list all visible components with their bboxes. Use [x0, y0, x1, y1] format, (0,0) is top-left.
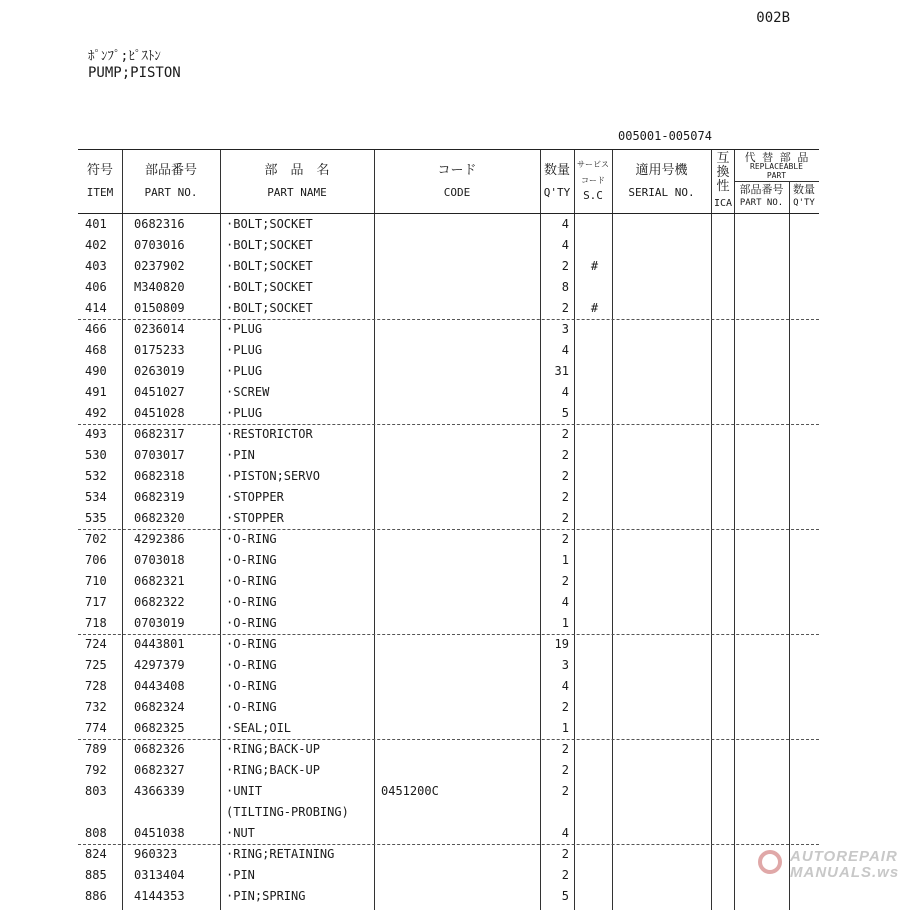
table-row — [78, 529, 819, 550]
item-number: 885 — [85, 868, 107, 882]
part-number: 0703016 — [134, 238, 185, 252]
header-name-en: PART NAME — [267, 186, 327, 199]
part-number: 0682326 — [134, 742, 185, 756]
item-number: 532 — [85, 469, 107, 483]
part-name: ·O-RING — [226, 574, 277, 588]
part-name: ·O-RING — [226, 532, 277, 546]
table-row — [78, 655, 819, 676]
table-row — [78, 718, 819, 739]
part-name: ·BOLT;SOCKET — [226, 301, 313, 315]
part-name: (TILTING-PROBING) — [226, 805, 349, 819]
part-number: M340820 — [134, 280, 185, 294]
item-number: 490 — [85, 364, 107, 378]
table-row — [78, 298, 819, 319]
table-row — [78, 445, 819, 466]
part-number: 0703019 — [134, 616, 185, 630]
service-code: # — [590, 259, 599, 273]
header-code-jp: コード — [437, 163, 477, 178]
part-number: 0703017 — [134, 448, 185, 462]
part-name: ·STOPPER — [226, 511, 284, 525]
table-row — [78, 319, 819, 340]
header-repl-part-en: PART NO. — [739, 198, 784, 208]
header-ica-jp: 互換性 — [716, 151, 730, 194]
quantity: 1 — [561, 553, 569, 567]
part-name: ·PISTON;SERVO — [226, 469, 320, 483]
part-number: 0682317 — [134, 427, 185, 441]
part-name: ·BOLT;SOCKET — [226, 280, 313, 294]
item-number: 789 — [85, 742, 107, 756]
item-number: 725 — [85, 658, 107, 672]
header-ica-en: ICA — [713, 198, 733, 209]
part-name: ·UNIT — [226, 784, 263, 798]
table-row — [78, 403, 819, 424]
quantity: 5 — [561, 406, 569, 420]
part-number: 0682318 — [134, 469, 185, 483]
table-row — [78, 361, 819, 382]
item-number: 493 — [85, 427, 107, 441]
part-number: 0451027 — [134, 385, 185, 399]
table-row — [78, 760, 819, 781]
item-number: 468 — [85, 343, 107, 357]
part-name: ·PLUG — [226, 406, 263, 420]
table-row — [78, 277, 819, 298]
quantity: 4 — [561, 217, 569, 231]
part-name: ·NUT — [226, 826, 255, 840]
serial-range: 005001-005074 — [618, 129, 712, 143]
item-number: 491 — [85, 385, 107, 399]
part-number: 0237902 — [134, 259, 185, 273]
table-row — [78, 802, 819, 823]
table-row — [78, 844, 819, 865]
quantity: 4 — [561, 385, 569, 399]
item-number: 406 — [85, 280, 107, 294]
part-number: 4292386 — [134, 532, 185, 546]
part-number: 0682327 — [134, 763, 185, 777]
part-name: ·PLUG — [226, 343, 263, 357]
quantity: 2 — [561, 784, 569, 798]
part-name: ·BOLT;SOCKET — [226, 238, 313, 252]
item-number: 732 — [85, 700, 107, 714]
table-row — [78, 781, 819, 802]
table-row — [78, 424, 819, 445]
part-number: 0451028 — [134, 406, 185, 420]
table-row — [78, 256, 819, 277]
quantity: 3 — [561, 322, 569, 336]
quantity: 2 — [561, 700, 569, 714]
part-name: ·BOLT;SOCKET — [226, 217, 313, 231]
item-number: 803 — [85, 784, 107, 798]
quantity: 2 — [561, 448, 569, 462]
part-number: 0236014 — [134, 322, 185, 336]
item-number: 535 — [85, 511, 107, 525]
part-name: ·RESTORICTOR — [226, 427, 313, 441]
part-number: 0313404 — [134, 868, 185, 882]
quantity: 2 — [561, 763, 569, 777]
watermark-line2: MANUALS.ws — [790, 864, 900, 881]
header-qty-en: Q'TY — [543, 186, 571, 199]
part-number: 0682321 — [134, 574, 185, 588]
item-number: 728 — [85, 679, 107, 693]
quantity: 2 — [561, 868, 569, 882]
part-name: ·O-RING — [226, 679, 277, 693]
part-code: 0451200C — [381, 784, 439, 798]
item-number: 414 — [85, 301, 107, 315]
gear-logo-icon — [758, 850, 782, 874]
part-name: ·O-RING — [226, 637, 277, 651]
part-name: ·O-RING — [226, 553, 277, 567]
table-row — [78, 613, 819, 634]
quantity: 4 — [561, 238, 569, 252]
header-repl-part-jp: 部品番号 — [739, 183, 784, 196]
item-number: 702 — [85, 532, 107, 546]
quantity: 8 — [561, 280, 569, 294]
header-repl-en2: PART — [766, 171, 787, 180]
part-name: ·BOLT;SOCKET — [226, 259, 313, 273]
quantity: 2 — [561, 532, 569, 546]
quantity: 1 — [561, 721, 569, 735]
part-number: 0150809 — [134, 301, 185, 315]
part-name: ·SCREW — [226, 385, 270, 399]
part-number: 0682316 — [134, 217, 185, 231]
header-serial-en: SERIAL NO. — [628, 186, 695, 199]
item-number: 706 — [85, 553, 107, 567]
item-number: 466 — [85, 322, 107, 336]
item-number: 808 — [85, 826, 107, 840]
header-repl-qty-jp: 数量 — [793, 183, 815, 196]
part-number: 0682319 — [134, 490, 185, 504]
table-row — [78, 571, 819, 592]
quantity: 2 — [561, 301, 569, 315]
part-name: ·PLUG — [226, 322, 263, 336]
part-name: ·PIN — [226, 868, 255, 882]
header-name-jp: 部 品 名 — [264, 163, 330, 178]
table-row — [78, 466, 819, 487]
table-row — [78, 235, 819, 256]
quantity: 2 — [561, 742, 569, 756]
table-row — [78, 676, 819, 697]
item-number: 724 — [85, 637, 107, 651]
quantity: 2 — [561, 490, 569, 504]
table-row — [78, 865, 819, 886]
table-row — [78, 550, 819, 571]
table-row — [78, 508, 819, 529]
header-item-en: ITEM — [86, 186, 114, 199]
header-qty-jp: 数量 — [543, 163, 570, 178]
part-number: 0263019 — [134, 364, 185, 378]
table-row — [78, 214, 819, 235]
quantity: 5 — [561, 889, 569, 903]
part-name: ·O-RING — [226, 658, 277, 672]
header-subline — [734, 181, 819, 182]
quantity: 3 — [561, 658, 569, 672]
quantity: 2 — [561, 427, 569, 441]
part-name: ·PLUG — [226, 364, 263, 378]
header-serial-jp: 適用号機 — [635, 163, 688, 178]
item-number: 718 — [85, 616, 107, 630]
part-name: ·O-RING — [226, 700, 277, 714]
part-number: 0443408 — [134, 679, 185, 693]
part-name: ·PIN;SPRING — [226, 889, 306, 903]
quantity: 19 — [554, 637, 569, 651]
part-name: ·RING;BACK-UP — [226, 763, 320, 777]
header-sc-en: S.C — [583, 189, 603, 202]
table-row — [78, 886, 819, 907]
header-sc-jp2: コード — [581, 176, 605, 185]
header-repl-jp: 代 替 部 品 — [744, 151, 809, 164]
title-english: PUMP;PISTON — [88, 65, 181, 81]
part-number: 0682324 — [134, 700, 185, 714]
table-row — [78, 382, 819, 403]
table-row — [78, 823, 819, 844]
item-number: 530 — [85, 448, 107, 462]
part-name: ·RING;RETAINING — [226, 847, 335, 861]
item-number: 792 — [85, 763, 107, 777]
item-number: 886 — [85, 889, 107, 903]
page-code: 002B — [756, 10, 790, 26]
part-number: 0682320 — [134, 511, 185, 525]
part-number: 0175233 — [134, 343, 185, 357]
part-number: 0682325 — [134, 721, 185, 735]
quantity: 2 — [561, 469, 569, 483]
item-number: 824 — [85, 847, 107, 861]
part-number: 0703018 — [134, 553, 185, 567]
quantity: 2 — [561, 574, 569, 588]
header-item-jp: 符号 — [86, 163, 113, 178]
part-number: 4297379 — [134, 658, 185, 672]
watermark-line1: AUTOREPAIR — [790, 848, 898, 865]
header-repl-en1: REPLACEABLE — [750, 162, 803, 171]
table-row — [78, 634, 819, 655]
item-number: 401 — [85, 217, 107, 231]
table-row — [78, 697, 819, 718]
table-row — [78, 739, 819, 760]
table-row — [78, 592, 819, 613]
part-number: 4366339 — [134, 784, 185, 798]
item-number: 774 — [85, 721, 107, 735]
quantity: 2 — [561, 259, 569, 273]
item-number: 534 — [85, 490, 107, 504]
header-repl-qty-en: Q'TY — [793, 198, 815, 208]
table-row — [78, 340, 819, 361]
part-name: ·STOPPER — [226, 490, 284, 504]
item-number: 402 — [85, 238, 107, 252]
part-name: ·O-RING — [226, 616, 277, 630]
quantity: 1 — [561, 616, 569, 630]
quantity: 31 — [554, 364, 569, 378]
part-name: ·RING;BACK-UP — [226, 742, 320, 756]
part-number: 0443801 — [134, 637, 185, 651]
quantity: 2 — [561, 847, 569, 861]
header-part-en: PART NO. — [144, 186, 198, 199]
item-number: 710 — [85, 574, 107, 588]
quantity: 4 — [561, 826, 569, 840]
part-name: ·O-RING — [226, 595, 277, 609]
part-number: 0682322 — [134, 595, 185, 609]
table-row — [78, 487, 819, 508]
parts-table — [78, 149, 819, 910]
part-name: ·SEAL;OIL — [226, 721, 292, 735]
service-code: # — [590, 301, 599, 315]
quantity: 4 — [561, 343, 569, 357]
header-code-en: CODE — [443, 186, 471, 199]
part-number: 0451038 — [134, 826, 185, 840]
quantity: 2 — [561, 511, 569, 525]
header-sc-jp1: サービス — [577, 160, 609, 169]
header-part-jp: 部品番号 — [144, 163, 197, 178]
quantity: 4 — [561, 679, 569, 693]
part-number: 960323 — [134, 847, 178, 861]
part-name: ·PIN — [226, 448, 255, 462]
title-japanese: ﾎﾟﾝﾌﾟ;ﾋﾟｽﾄﾝ — [88, 49, 161, 64]
item-number: 492 — [85, 406, 107, 420]
part-number: 4144353 — [134, 889, 185, 903]
item-number: 717 — [85, 595, 107, 609]
quantity: 4 — [561, 595, 569, 609]
item-number: 403 — [85, 259, 107, 273]
